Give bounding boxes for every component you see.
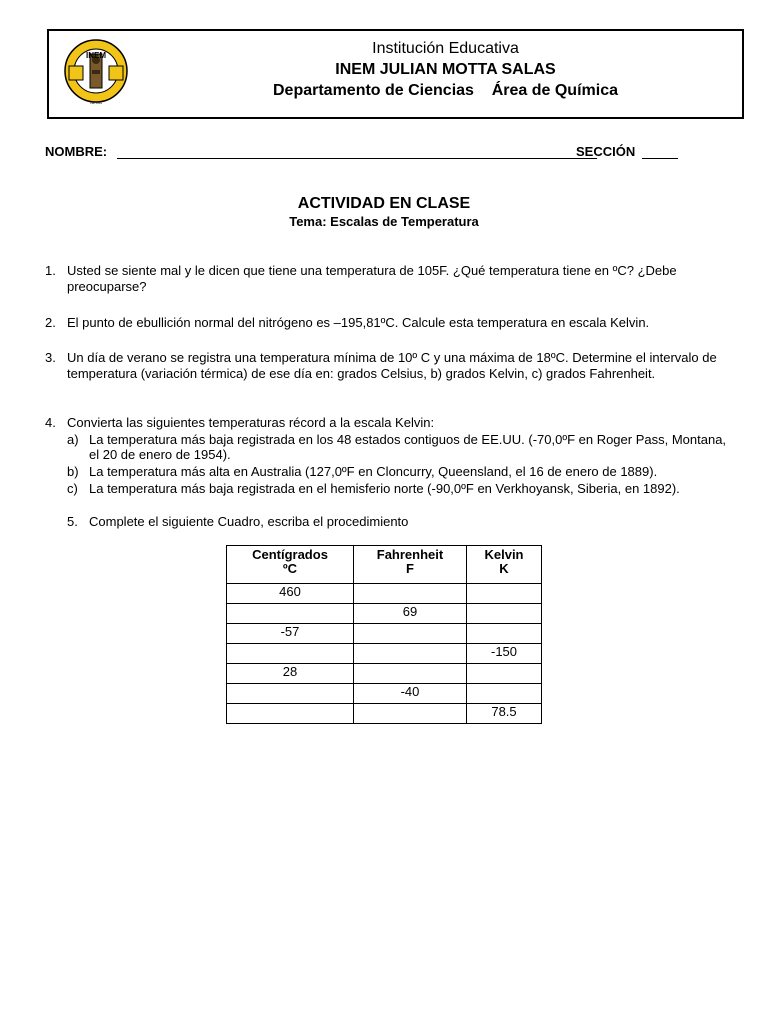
table-header-row [227,546,542,584]
subitem-text: La temperatura más alta en Australia (127,0ºF en Cloncurry, Queensland, el 16 de enero de 1889). [89,464,658,479]
question-number: 2. [45,315,56,330]
question-text: Convierta las siguientes temperaturas récord a la escala Kelvin: [67,415,435,430]
section-label: SECCIÓN [576,144,636,159]
subitem-b [67,464,747,479]
question-number: 5. [67,514,78,529]
subitem-text: La temperatura más baja registrada en los 48 estados contiguos de EE.UU. (-70,0ºF en Roger Pass, Montana, el 20 de enero de 1954). [89,432,727,462]
question-3 [45,350,725,382]
header-unit: ºC [282,561,298,576]
activity-title: ACTIVIDAD EN CLASE [297,195,471,212]
question-text: Un día de verano se registra una temperatura mínima de 10º C y una máxima de 18ºC. Determine el intervalo de temperatura (variación térmica) de ese día en: grados Celsius, b) grados Kelvin, c) grados Fahrenheit. [67,350,717,381]
table-cell[interactable]: 78.5 [467,704,542,724]
table-cell[interactable] [354,664,467,684]
header-text [149,38,742,101]
header-box [47,29,744,119]
table-cell[interactable] [227,704,354,724]
header-name: Centígrados [252,547,328,562]
question-1 [45,263,725,295]
table-row [227,604,542,624]
table-cell[interactable]: 69 [354,604,467,624]
subitem-c [67,481,747,496]
table-cell[interactable] [467,624,542,644]
table-cell[interactable] [354,704,467,724]
header-unit: K [499,561,509,576]
subitem-letter: a) [67,432,79,447]
logo-initials: INEM [86,51,106,60]
name-label: NOMBRE: [45,144,108,159]
table-cell[interactable] [467,684,542,704]
table-cell[interactable] [467,604,542,624]
table-cell[interactable] [467,664,542,684]
table-cell[interactable]: 28 [227,664,354,684]
subitem-letter: c) [67,481,78,496]
subitem-a [67,432,727,462]
subitem-text: La temperatura más baja registrada en el hemisferio norte (-90,0ºF en Verkhoyansk, Siberia, en 1892). [89,481,680,496]
header-fahrenheit [354,546,467,584]
header-name: Kelvin [484,547,524,562]
question-number: 3. [45,350,56,365]
question-text: Complete el siguiente Cuadro, escriba el procedimiento [89,514,409,529]
question-4 [45,415,725,431]
table-row [227,644,542,664]
table-row [227,664,542,684]
question-2 [45,315,725,331]
school-logo [63,36,129,110]
header-kelvin [467,546,542,584]
temperature-table [226,545,542,724]
logo-city: NEIVA [90,100,102,105]
department: Departamento de Ciencias Área de Química [272,82,618,99]
question-number: 4. [45,415,56,430]
table-cell[interactable] [227,644,354,664]
table-cell[interactable] [227,684,354,704]
header-celsius [227,546,354,584]
header-name: Fahrenheit [376,547,444,562]
table-cell[interactable]: -57 [227,624,354,644]
table-cell[interactable]: 460 [227,584,354,604]
question-5 [67,514,727,529]
table-cell[interactable] [354,644,467,664]
table-row [227,624,542,644]
table-cell[interactable] [354,624,467,644]
table-cell[interactable] [354,584,467,604]
table-row [227,584,542,604]
institution-name: INEM JULIAN MOTTA SALAS [335,61,556,78]
table-row [227,704,542,724]
name-row [45,144,685,162]
table-cell[interactable]: -150 [467,644,542,664]
subitem-letter: b) [67,464,79,479]
section-field-line[interactable] [642,158,678,159]
question-text: Usted se siente mal y le dicen que tiene una temperatura de 105F. ¿Qué temperatura tiene en ºC? ¿Debe preocuparse? [67,263,677,294]
name-field-line[interactable] [117,158,597,159]
table-cell[interactable]: -40 [354,684,467,704]
table-cell[interactable] [467,584,542,604]
table-cell[interactable] [227,604,354,624]
header-unit: F [406,561,414,576]
activity-subtitle: Tema: Escalas de Temperatura [289,214,479,229]
question-text: El punto de ebullición normal del nitrógeno es –195,81ºC. Calcule esta temperatura en escala Kelvin. [67,315,650,330]
question-number: 1. [45,263,56,278]
institution-type: Institución Educativa [372,40,519,57]
table-row [227,684,542,704]
